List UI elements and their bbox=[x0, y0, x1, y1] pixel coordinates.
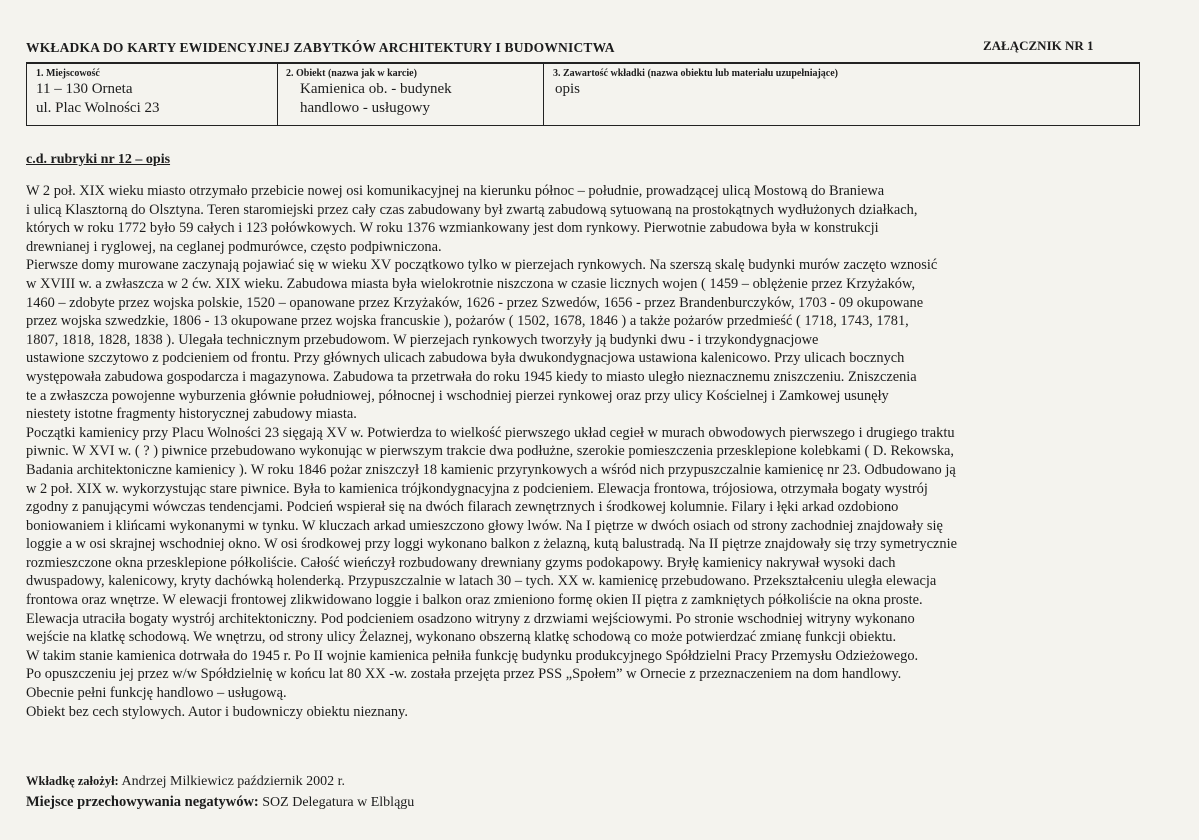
field-location bbox=[27, 64, 278, 125]
storage-row bbox=[26, 792, 414, 813]
author-row bbox=[26, 771, 414, 792]
field-object-line-2: handlowo - usługowy bbox=[300, 100, 430, 116]
section-title: c.d. rubryki nr 12 – opis bbox=[26, 152, 171, 167]
body-line: W 2 poł. XIX wieku miasto otrzymało przebicie nowej osi komunikacyjnej na kierunku północ – południe, prowadzącej ulicą Mostową do Braniewa bbox=[26, 183, 885, 199]
body-line: niestety istotne fragmenty historycznej zabudowy miasta. bbox=[26, 406, 357, 423]
body-line: W takim stanie kamienica dotrwała do 1945 r. Po II wojnie kamienica pełniła funkcję budynku produkcyjnego Spółdzielni Pracy Przemysłu Odzieżowego. bbox=[26, 647, 919, 664]
body-line: 1807, 1818, 1828, 1838 ). Ulegała technicznym przebudowom. W pierzejach rynkowych tworzyły ją budynki dwu - i trzykondygnacjowe bbox=[26, 331, 819, 348]
body-line: występowała zabudowa gospodarcza i magazynowa. Zabudowa ta przetrwała do roku 1945 kiedy to miasto uległo nieznacznemu zniszczeniu. Zniszczenia bbox=[26, 368, 917, 385]
body-line: ustawione szczytowo z podcieniem od frontu. Przy głównych ulicach zabudowa była dwukondygnacjowa ustawiona kalenicowo. Przy ulicach bocznych bbox=[26, 350, 905, 367]
body-line: te a zwłaszcza powojenne wyburzenia głównie południowej, północnej i wschodniej pierzei rynkowej oraz przy ulicy Kościelnej i Zamkowej usunęły bbox=[26, 387, 889, 404]
record-fields-table bbox=[26, 62, 1140, 126]
body-line: boniowaniem i klińcami wykonanymi w tynku. W kluczach arkad umieszczono głowy lwów. Na I piętrze w dwóch osiach od strony zachodniej znajdowały się bbox=[26, 517, 943, 534]
field-object bbox=[278, 64, 544, 125]
body-line: Elewacja utraciła bogaty wystrój architektoniczny. Pod podcieniem osadzono witryny z drzwiami wejściowymi. Po stronie wschodniej witryny wykonano bbox=[26, 610, 915, 627]
body-line: frontowa oraz wnętrze. W elewacji frontowej zlikwidowano loggie i balkon oraz zmieniono formę okien II piętra z zamkniętych półkoliście na okna proste. bbox=[26, 592, 923, 609]
body-line: których w roku 1772 było 59 całych i 123 połówkowych. W roku 1376 wzmiankowany jest dom rynkowy. Pierwotnie zabudowa była w konstrukcji bbox=[26, 220, 879, 237]
storage-value: SOZ Delegatura w Elblągu bbox=[262, 795, 415, 810]
body-line: dwuspadowy, kalenicowy, kryty dachówką holenderką. Przypuszczalnie w latach 30 – tych. XX w. kamienicę przebudowano. Przekształceniu uległa elewacja bbox=[26, 573, 937, 590]
body-line: drewnianej i ryglowej, na ceglanej podmurówce, często podpiwniczona. bbox=[26, 238, 442, 255]
body-line: Pierwsze domy murowane zaczynają pojawiać się w wieku XV początkowo tylko w pierzejach rynkowych. Na szerszą skalę budynki murów zaczęto wznosić bbox=[26, 257, 938, 274]
field-location-line-1: 11 – 130 Orneta bbox=[36, 81, 133, 97]
body-line: Obecnie pełni funkcję handlowo – usługową. bbox=[26, 685, 287, 702]
body-line: wejście na klatkę schodową. We wnętrzu, od strony ulicy Żelaznej, wykonano obszerną klatkę schodową co może potwierdzać zmianę funkcji obiektu. bbox=[26, 629, 897, 646]
field-object-line-1: Kamienica ob. - budynek bbox=[300, 81, 452, 97]
body-line: i ulicą Klasztorną do Olsztyna. Teren staromiejski przez cały czas zabudowany był zwartą zabudową sytuowaną na prostokątnych wydłużonych działkach, bbox=[26, 201, 918, 218]
author-value: Andrzej Milkiewicz październik 2002 r. bbox=[121, 774, 345, 789]
footer bbox=[26, 771, 414, 813]
body-line: 1460 – zdobyte przez wojska polskie, 1520 – opanowane przez Krzyżaków, 1626 - przez Szwedów, 1656 - przez Brandenburczyków, 1703 - 09 okupowane bbox=[26, 294, 924, 311]
field-contents-line-1: opis bbox=[555, 81, 581, 97]
body-line: Początki kamienicy przy Placu Wolności 23 sięgają XV w. Potwierdza to wielkość pierwszego układ cegieł w murach obwodowych pierwszego i drugiego traktu bbox=[26, 424, 955, 441]
body-line: piwnic. W XVI w. ( ? ) piwnice przebudowano wykonując w pierwszym trakcie dwa podłużne, szerokie pomieszczenia przesklepione kolebkami ( D. Rekowska, bbox=[26, 443, 955, 460]
field-contents-label: 3. Zawartość wkładki (nazwa obiektu lub materiału uzupełniające) bbox=[553, 68, 839, 79]
body-line: Obiekt bez cech stylowych. Autor i budowniczy obiektu nieznany. bbox=[26, 703, 408, 720]
field-location-line-2: ul. Plac Wolności 23 bbox=[36, 100, 160, 116]
storage-label: Miejsce przechowywania negatywów: bbox=[26, 794, 259, 810]
field-object-label: 2. Obiekt (nazwa jak w karcie) bbox=[286, 68, 417, 79]
field-location-label: 1. Miejscowość bbox=[36, 68, 100, 79]
body-line: w XVIII w. a zwłaszcza w 2 ćw. XIX wieku. Zabudowa miasta była wielokrotnie niszczona w czasie licznych wojen ( 1459 – oblężenie przez Krzyżaków, bbox=[26, 275, 916, 292]
body-line: rozmieszczone okna przesklepione półkoliście. Całość wieńczył rozbudowany drewniany gzyms podokapowy. Bryłę kamienicy nakrywał wysoki dach bbox=[26, 554, 896, 571]
author-label: Wkładkę założył: bbox=[26, 774, 119, 788]
field-contents bbox=[544, 64, 1139, 125]
body-line: w 2 poł. XIX w. wykorzystując stare piwnice. Była to kamienica trójkondygnacyjna z podcieniem. Elewacja frontowa, trójosiowa, otrzymała bogaty wystrój bbox=[26, 480, 928, 497]
body-line: loggie a w osi skrajnej wschodniej okno. W osi środkowej przy loggi wykonano balkon z żelazną, kutą balustradą. Na II piętrze znajdowały się trzy symetrycznie bbox=[26, 536, 957, 553]
body-line: przez wojska szwedzkie, 1806 - 13 okupowane przez wojska francuskie ), pożarów ( 1502, 1678, 1846 ) a także pożarów przedmieść ( 1718, 1743, 1781, bbox=[26, 313, 909, 330]
annex-label: ZAŁĄCZNIK NR 1 bbox=[983, 38, 1094, 53]
body-line: zgodny z panującymi wówczas tendencjami. Podcień wspierał się na dwóch filarach zewnętrznych i środkowej kolumnie. Filary i łęki arkad ozdobiono bbox=[26, 499, 899, 516]
body-line: Badania architektoniczne kamienicy ). W roku 1846 pożar zniszczył 18 kamienic przyrynkowych a wśród nich przypuszczalnie kamienicę nr 23. Odbudowano ją bbox=[26, 461, 956, 478]
body-line: Po opuszczeniu jej przez w/w Spółdzielnię w końcu lat 80 XX -w. została przejęta przez PSS „Społem” w Ornecie z przeznaczeniem na dom handlowy. bbox=[26, 666, 902, 683]
document-title: WKŁADKA DO KARTY EWIDENCYJNEJ ZABYTKÓW ARCHITEKTURY I BUDOWNICTWA bbox=[26, 40, 615, 55]
description-body bbox=[26, 182, 1146, 721]
